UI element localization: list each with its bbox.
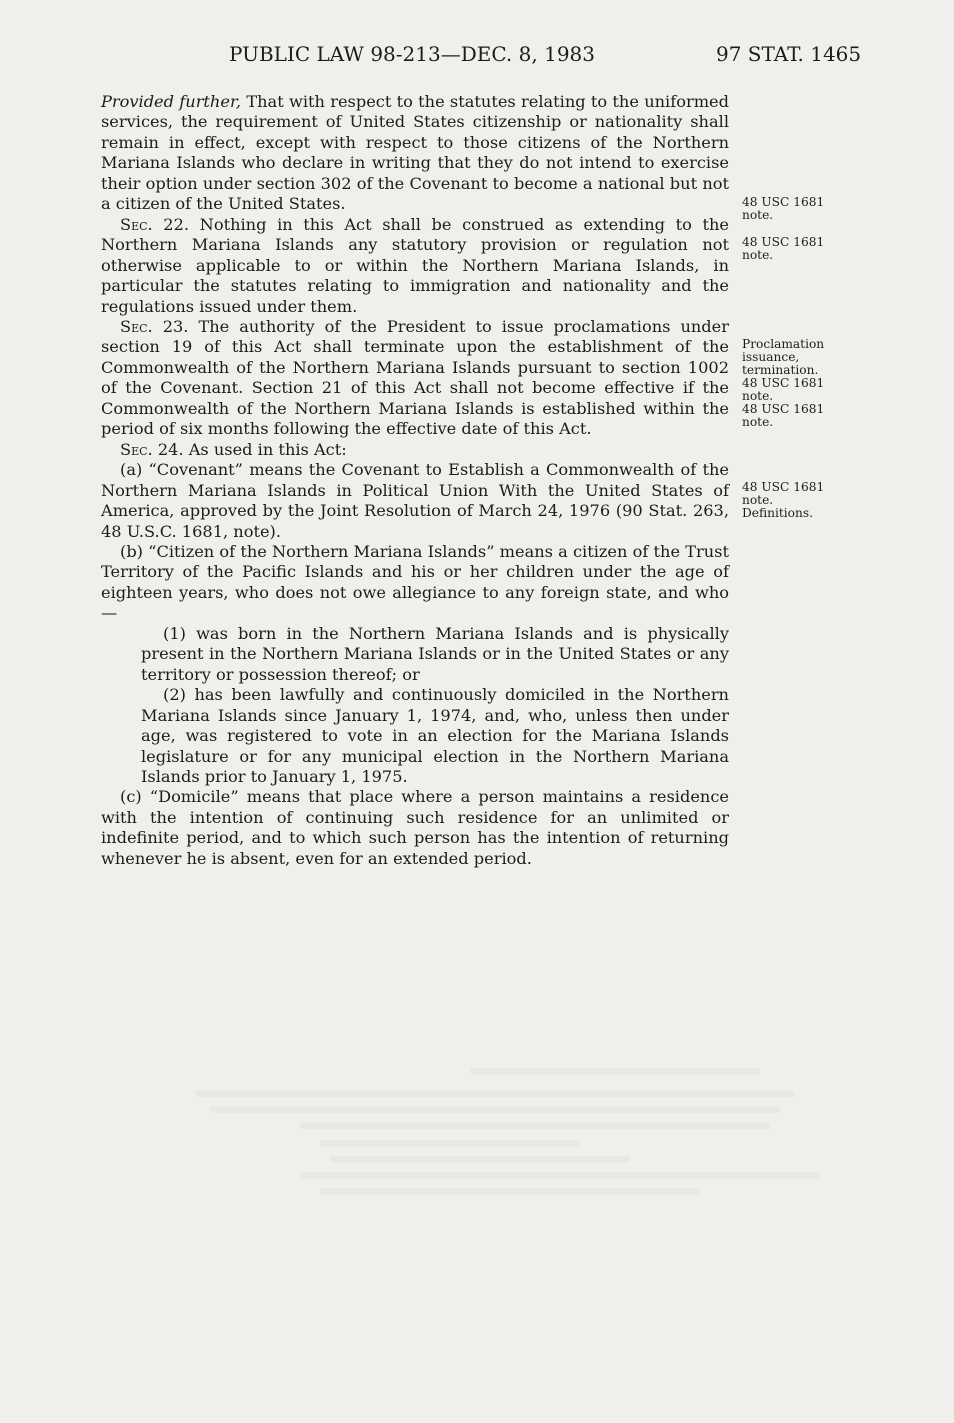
- margin-note-line: note.: [742, 415, 774, 429]
- margin-note-line: 48 USC 1681: [742, 402, 825, 416]
- paragraph-text: 23. The authority of the President to issue proclamations under section 19 of this Act shall terminate upon the establishment of the Commonwealth of the Northern Mariana Islands pursuant to section 1002 of the Covenant. Section 21 of this Act shall not become effective if the Commonwealth of the Northern Mariana Islands is established within the period of six months following the effective date of this Act.: [101, 316, 729, 439]
- margin-note-line: note.: [742, 389, 774, 403]
- law-body-text: [101, 92, 729, 869]
- public-law-title: PUBLIC LAW 98-213—DEC. 8, 1983: [229, 42, 595, 66]
- sec-label: Sec.: [120, 214, 153, 234]
- sec-label: Sec.: [120, 439, 153, 459]
- margin-note-line: note.: [742, 493, 774, 507]
- margin-note-sec-23: [742, 338, 824, 429]
- margin-note-line: 48 USC 1681: [742, 235, 825, 249]
- margin-note-sec-22: [742, 236, 824, 262]
- paragraph-text: That with respect to the statutes relating to the uniformed services, the requirement of United States citizenship or nationality shall remain in effect, except with respect to those citizens of the Northern Mariana Islands who declare in writing that they do not intend to exercise their option under section 302 of the Covenant to become a national but not a citizen of the United States.: [101, 92, 729, 214]
- definition-citizen: (b) “Citizen of the Northern Mariana Islands” means a citizen of the Trust Territory of the Pacific Islands and his or her children under the age of eighteen years, who does not owe allegiance to any foreign state, and who—: [101, 541, 729, 623]
- margin-note-sec-21: [742, 196, 824, 222]
- margin-note-line: termination.: [742, 363, 819, 377]
- margin-note-sec-24: [742, 481, 824, 520]
- definition-citizen-clause-2: (2) has been lawfully and continuously domiciled in the Northern Mariana Islands since January 1, 1974, and, who, unless then under age, was registered to vote in an election for the Mariana Islands legislature or for any municipal election in the Northern Mariana Islands prior to January 1, 1975.: [141, 685, 729, 786]
- definition-domicile: (c) “Domicile” means that place where a person maintains a residence with the intention of continuing such residence for an unlimited or indefinite period, and to which such person has the intention of returning whenever he is absent, even for an extended period.: [101, 787, 729, 868]
- page-header: [0, 42, 954, 72]
- margin-note-line: note.: [742, 208, 774, 222]
- statute-page-number: 97 STAT. 1465: [716, 42, 862, 66]
- paragraph-text: 24. As used in this Act:: [152, 439, 347, 459]
- margin-note-line: issuance,: [742, 350, 800, 364]
- paragraph-sec-22: [101, 215, 729, 317]
- margin-note-line: note.: [742, 248, 774, 262]
- paragraph-sec-24: [101, 440, 729, 460]
- definition-citizen-clause-1: (1) was born in the Northern Mariana Islands and is physically present in the Northern Mariana Islands or in the United States or any territory or possession thereof; or: [141, 623, 729, 684]
- margin-note-line: 48 USC 1681: [742, 480, 825, 494]
- paragraph-text: 22. Nothing in this Act shall be construed as extending to the Northern Mariana Islands any statutory provision or regulation not otherwise applicable to or within the Northern Mariana Islands, in particular the statutes relating to immigration and nationality and the regulations issued under them.: [101, 214, 729, 316]
- margin-note-line: 48 USC 1681: [742, 195, 825, 209]
- provided-further-lead: Provided further,: [101, 92, 242, 111]
- margin-note-line: Definitions.: [742, 506, 813, 520]
- sec-label: Sec.: [120, 316, 153, 336]
- margin-note-line: Proclamation: [742, 337, 825, 351]
- paragraph-provided-further: [101, 92, 729, 215]
- margin-note-line: 48 USC 1681: [742, 376, 825, 390]
- definition-covenant: (a) “Covenant” means the Covenant to Establish a Commonwealth of the Northern Mariana Islands in Political Union With the United States of America, approved by the Joint Resolution of March 24, 1976 (90 Stat. 263, 48 U.S.C. 1681, note).: [101, 460, 729, 541]
- paragraph-sec-23: [101, 317, 729, 440]
